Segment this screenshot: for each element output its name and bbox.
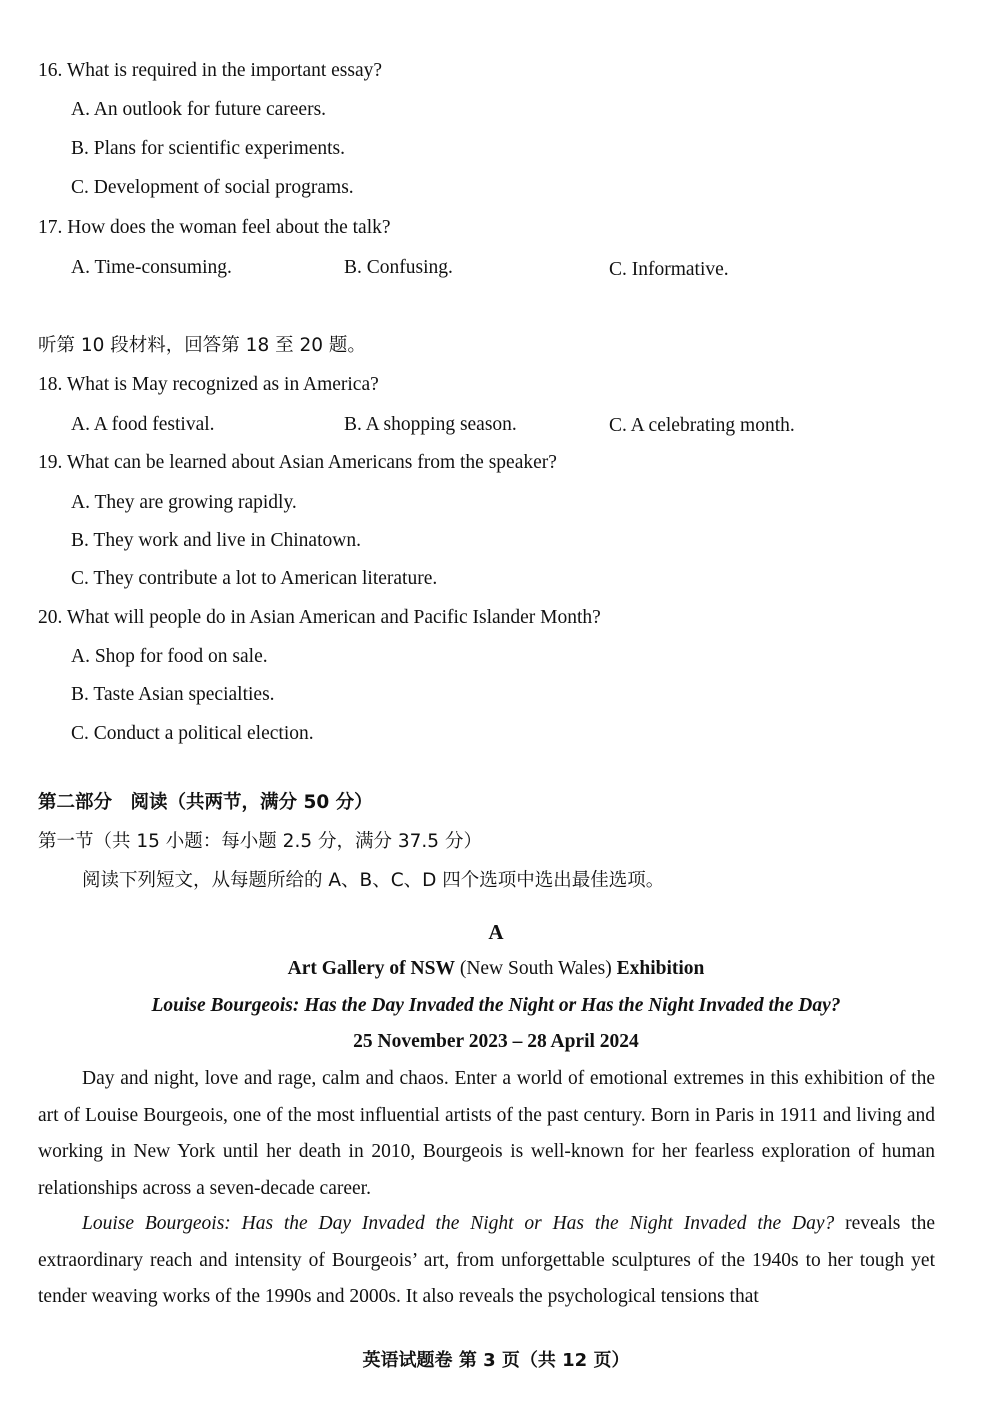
heading-exhibition: Exhibition [616, 958, 705, 979]
question-20: 20. What will people do in Asian American and Pacific Islander Month? [38, 607, 601, 628]
q17-option-a: A. Time-consuming. [71, 257, 232, 278]
heading-region: (New South Wales) [454, 958, 617, 979]
q16-option-c: C. Development of social programs. [71, 177, 354, 198]
reading-instruction: 阅读下列短文，从每题所给的 A、B、C、D 四个选项中选出最佳选项。 [82, 870, 665, 891]
paragraph-2-text: reveals the extraordinary reach and intensity of Bourgeois’ art, from unforgettable sculptures of the 1940s to her tough yet tender weaving works of the 1990s and 2000s. It also reveals the psychological tensions that [38, 1213, 935, 1307]
paragraph-2 [38, 1206, 935, 1316]
q19-option-a: A. They are growing rapidly. [71, 492, 297, 513]
question-16: 16. What is required in the important essay? [38, 60, 383, 81]
q18-option-a: A. A food festival. [71, 414, 215, 435]
passage-dates: 25 November 2023 – 28 April 2024 [353, 1031, 639, 1052]
q20-option-b: B. Taste Asian specialties. [71, 684, 275, 705]
passage-subtitle [0, 994, 992, 1018]
q18-option-b: B. A shopping season. [344, 414, 517, 435]
section-10-instruction: 听第 10 段材料，回答第 18 至 20 题。 [38, 335, 366, 356]
passage-heading [0, 957, 992, 981]
q20-option-c: C. Conduct a political election. [71, 723, 314, 744]
question-19: 19. What can be learned about Asian Americans from the speaker? [38, 452, 557, 473]
paragraph-2-title: Louise Bourgeois: Has the Day Invaded the Night or Has the Night Invaded the Day? [82, 1213, 835, 1234]
page-footer: 英语试题卷 第 3 页（共 12 页） [362, 1350, 630, 1371]
subtitle-text: Louise Bourgeois: Has the Day Invaded the Night or Has the Night Invaded the Day? [151, 995, 841, 1016]
q19-option-c: C. They contribute a lot to American literature. [71, 568, 438, 589]
q20-option-a: A. Shop for food on sale. [71, 646, 268, 667]
q17-option-c: C. Informative. [609, 259, 729, 280]
heading-gallery: Art Gallery of NSW [287, 958, 455, 979]
q16-option-b: B. Plans for scientific experiments. [71, 138, 346, 159]
paragraph-1-text: Day and night, love and rage, calm and chaos. Enter a world of emotional extremes in this exhibition of the art of Louise Bourgeois, one of the most influential artists of the past century. Born in Paris in 1911 and living and working in New York until her death in 2010, Bourgeois is well-known for her fearless exploration of human relationships across a seven-decade career. [38, 1068, 935, 1199]
q16-option-a: A. An outlook for future careers. [71, 99, 327, 120]
paragraph-1 [38, 1061, 935, 1207]
reading-section-title: 第一节（共 15 小题：每小题 2.5 分，满分 37.5 分） [38, 831, 482, 852]
q17-option-b: B. Confusing. [344, 257, 453, 278]
passage-letter: A [488, 920, 504, 944]
question-18: 18. What is May recognized as in America? [38, 374, 379, 395]
reading-part-title: 第二部分 阅读（共两节，满分 50 分） [38, 792, 373, 813]
question-17: 17. How does the woman feel about the talk? [38, 217, 391, 238]
q19-option-b: B. They work and live in Chinatown. [71, 530, 361, 551]
q18-option-c: C. A celebrating month. [609, 415, 795, 436]
